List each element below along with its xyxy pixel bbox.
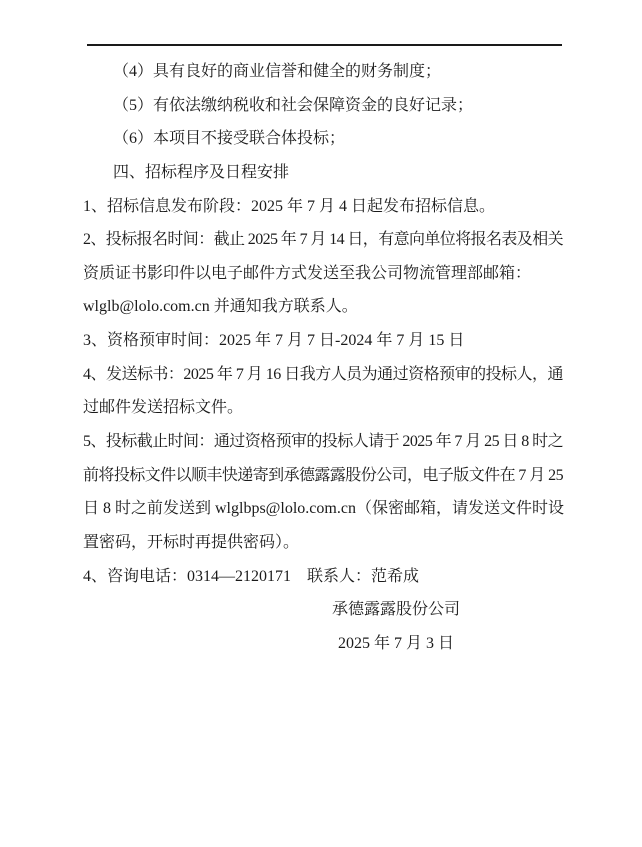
document-line: 承德露露股份公司 [331,601,460,619]
document-line: 资质证书影印件以电子邮件方式发送至我公司物流管理部邮箱： [83,264,532,282]
document-line: 四、招标程序及日程安排 [113,163,290,181]
document-body [83,55,563,661]
document-line: 前将投标文件以顺丰快递寄到承德露露股份公司，电子版文件在 7 月 25 [83,466,564,484]
document-line: 2025 年 7 月 3 日 [337,634,454,652]
document-line: 4、咨询电话：0314—2120171 联系人：范希成 [83,567,420,585]
document-line: 1、招标信息发布阶段：2025 年 7 月 4 日起发布招标信息。 [83,197,496,215]
document-line: （4）具有良好的商业信誉和健全的财务制度； [113,63,442,80]
document-line: 3、资格预审时间：2025 年 7 月 7 日-2024 年 7 月 15 日 [83,332,465,350]
document-line: 2、投标报名时间：截止 2025 年 7 月 14 日，有意向单位将报名表及相关 [83,231,564,249]
document-line: 5、投标截止时间：通过资格预审的投标人请于 2025 年 7 月 25 日 8 时之 [83,433,564,451]
document-line: 置密码，开标时再提供密码）。 [83,533,300,551]
document-line: 日 8 时之前发送到 wlglbps@lolo.com.cn（保密邮箱，请发送文件时设 [83,500,564,518]
header-rule [87,44,562,46]
document-line: wlglb@lolo.com.cn 并通知我方联系人。 [83,298,358,316]
document-line: 过邮件发送招标文件。 [83,399,244,417]
document-line: （6）本项目不接受联合体投标； [113,130,346,148]
document-line: 4、发送标书：2025 年 7 月 16 日我方人员为通过资格预审的投标人，通 [83,365,564,383]
document-line: （5）有依法缴纳税收和社会保障资金的良好记录； [113,96,474,114]
